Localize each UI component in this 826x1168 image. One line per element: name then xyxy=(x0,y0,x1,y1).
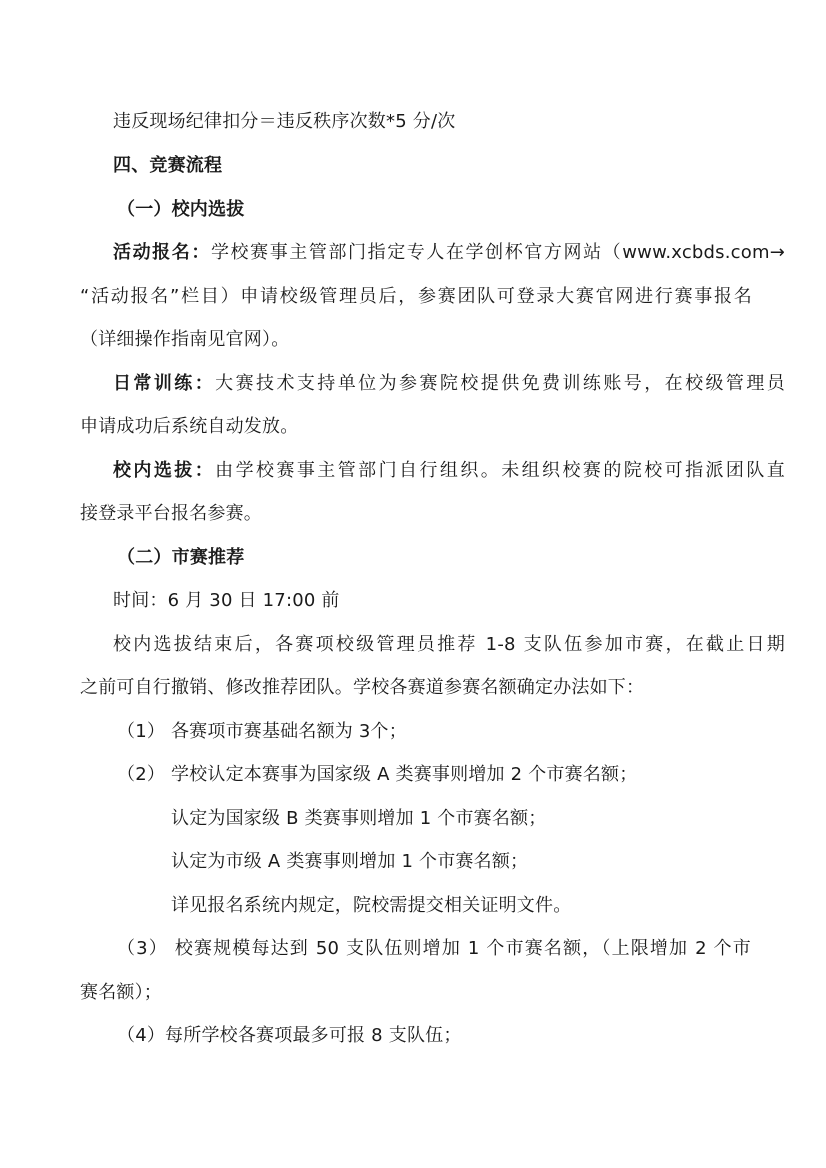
rule-item-2-detail-city: 认定为市级 A 类赛事则增加 1 个市赛名额； xyxy=(171,851,529,872)
selection-label: 校内选拔： xyxy=(113,460,216,481)
paragraph-selection-line-1 xyxy=(113,459,785,483)
paragraph-recommendation-line-2: 之前可自行撤销、修改推荐团队。学校各赛道参赛名额确定办法如下： xyxy=(80,677,645,698)
paragraph-registration-line-3: （详细操作指南见官网）。 xyxy=(80,329,290,350)
section-heading-competition-process: 四、竞赛流程 xyxy=(113,155,223,176)
paragraph-registration-line-2: “活动报名”栏目）申请校级管理员后，参赛团队可登录大赛官网进行赛事报名 xyxy=(80,286,752,307)
rule-item-3-line-2: 赛名额）； xyxy=(80,982,162,1003)
paragraph-training-line-1 xyxy=(113,372,785,396)
registration-text: 学校赛事主管部门指定专人在学创杯官方网站（www.xcbds.com→ xyxy=(210,242,785,263)
paragraph-training-line-2: 申请成功后系统自动发放。 xyxy=(80,416,299,437)
scoring-rule-line: 违反现场纪律扣分＝违反秩序次数*5 分/次 xyxy=(113,111,456,132)
training-text: 大赛技术支持单位为参赛院校提供免费训练账号，在校级管理员 xyxy=(215,373,785,394)
selection-text: 由学校赛事主管部门自行组织。未组织校赛的院校可指派团队直 xyxy=(215,460,785,481)
rule-item-1: （1） 各赛项市赛基础名额为 3个； xyxy=(117,721,407,742)
subsection-heading-city-recommendation: （二）市赛推荐 xyxy=(117,547,245,568)
training-label: 日常训练： xyxy=(113,373,216,394)
paragraph-recommendation-line-1: 校内选拔结束后，各赛项校级管理员推荐 1-8 支队伍参加市赛，在截止日期 xyxy=(113,634,785,655)
registration-label: 活动报名： xyxy=(113,242,211,263)
rule-item-2-detail-note: 详见报名系统内规定，院校需提交相关证明文件。 xyxy=(171,895,572,916)
paragraph-selection-line-2: 接登录平台报名参赛。 xyxy=(80,503,262,524)
rule-item-2-detail-b: 认定为国家级 B 类赛事则增加 1 个市赛名额； xyxy=(171,808,547,829)
rule-item-2: （2） 学校认定本赛事为国家级 A 类赛事则增加 2 个市赛名额； xyxy=(117,764,638,785)
rule-item-4: （4）每所学校各赛项最多可报 8 支队伍； xyxy=(117,1025,462,1046)
subsection-heading-school-selection: （一）校内选拔 xyxy=(117,199,245,220)
deadline-line: 时间：6 月 30 日 17:00 前 xyxy=(113,590,340,611)
rule-item-3-line-1: （3） 校赛规模每达到 50 支队伍则增加 1 个市赛名额，（上限增加 2 个市 xyxy=(117,938,751,959)
paragraph-registration-line-1 xyxy=(113,241,785,265)
